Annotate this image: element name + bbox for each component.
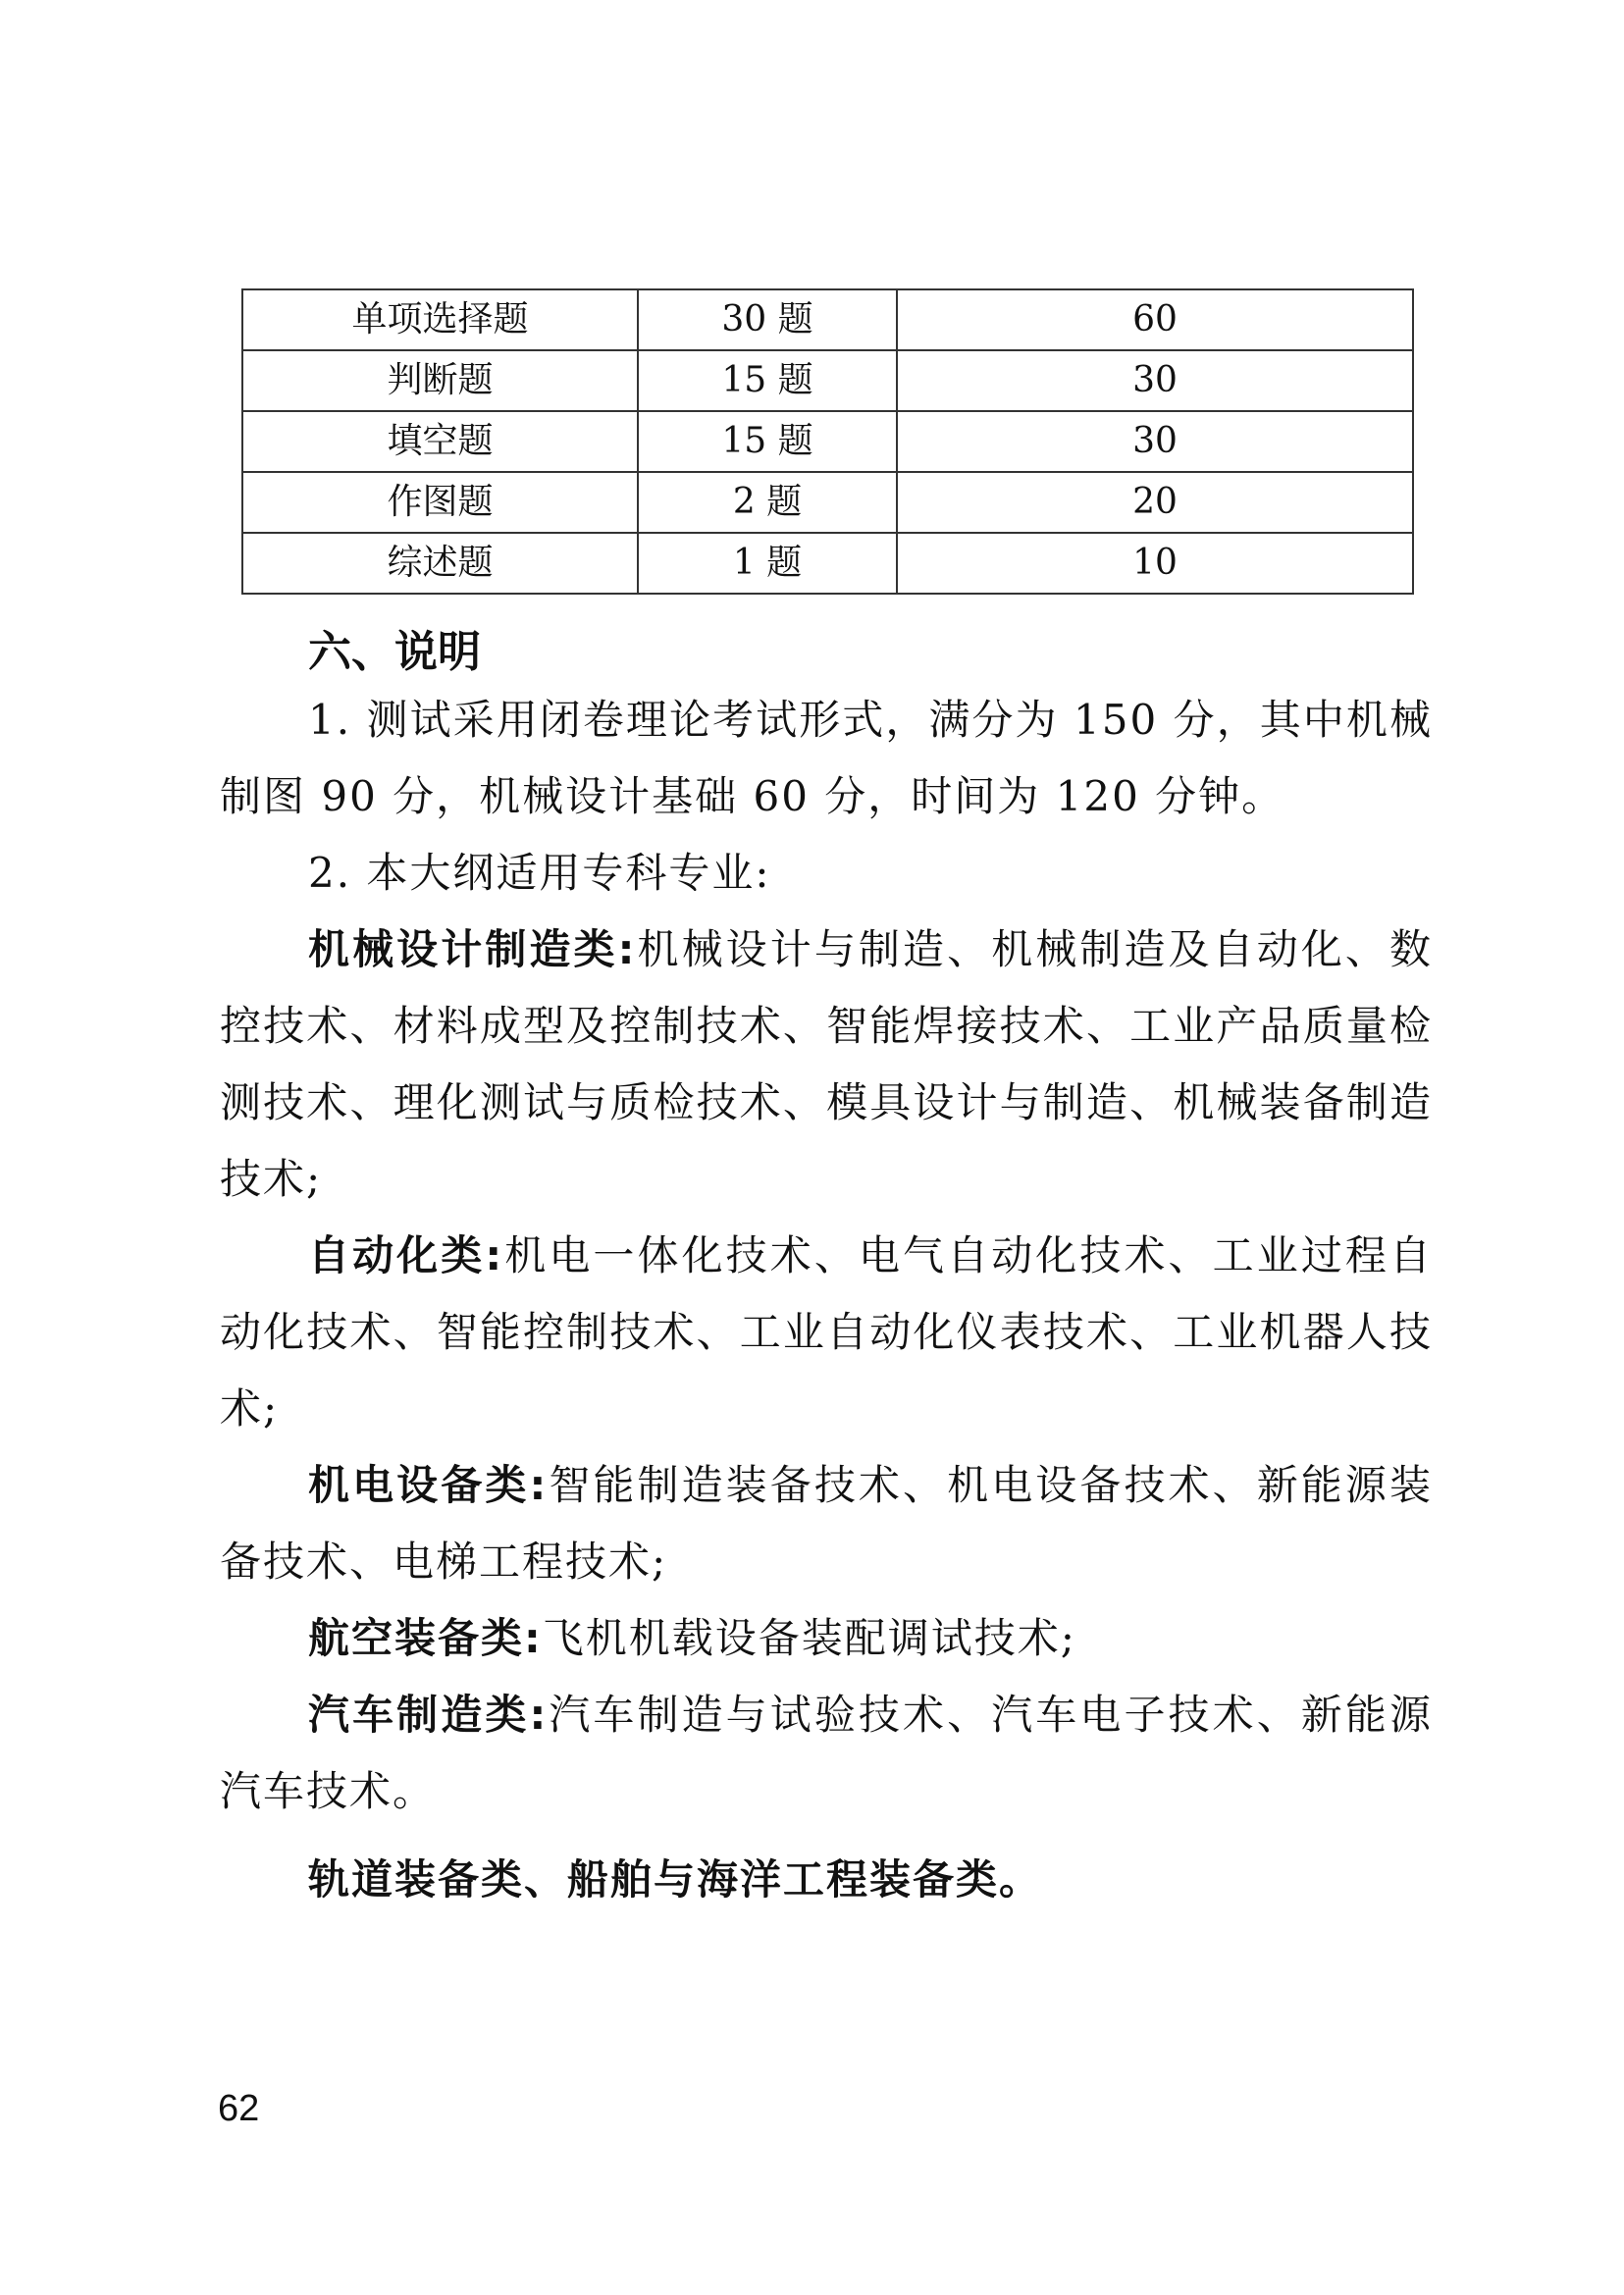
- category-paragraph: [220, 1677, 1433, 1830]
- score-cell: 60: [897, 289, 1413, 350]
- score-cell: 10: [897, 533, 1413, 594]
- question-type-cell: 判断题: [242, 350, 638, 411]
- exam-format-paragraph: 1. 测试采用闭卷理论考试形式，满分为 150 分，其中机械制图 90 分，机械设计基础 60 分，时间为 120 分钟。: [220, 696, 1433, 820]
- category-paragraph: [220, 1447, 1433, 1600]
- category-majors: 机械设计与制造、机械制造及自动化、数控技术、材料成型及控制技术、智能焊接技术、工业产品质量检测技术、理化测试与质检技术、模具设计与制造、机械装备制造技术;: [220, 925, 1433, 1203]
- score-cell: 20: [897, 472, 1413, 533]
- category-title: 机械设计制造类:: [308, 925, 637, 973]
- applicable-majors-intro: 2. 本大纲适用专科专业:: [308, 849, 771, 897]
- category-majors: 飞机机载设备装配调试技术;: [542, 1614, 1076, 1662]
- question-type-cell: 作图题: [242, 472, 638, 533]
- category-majors: 机电一体化技术、电气自动化技术、工业过程自动化技术、智能控制技术、工业自动化仪表技术、工业机器人技术;: [220, 1231, 1433, 1433]
- question-count-cell: 2 题: [638, 472, 897, 533]
- category-paragraph: [220, 1218, 1433, 1447]
- table-row: [242, 533, 1413, 594]
- page-number: 62: [218, 2088, 260, 2129]
- category-title: 机电设备类:: [308, 1461, 549, 1509]
- final-categories-line: 轨道装备类、船舶与海洋工程装备类。: [308, 1855, 1043, 1904]
- score-cell: 30: [897, 350, 1413, 411]
- question-type-cell: 填空题: [242, 411, 638, 472]
- category-title: 自动化类:: [308, 1231, 504, 1279]
- category-title: 航空装备类:: [308, 1614, 543, 1662]
- question-type-cell: 综述题: [242, 533, 638, 594]
- score-cell: 30: [897, 411, 1413, 472]
- table-row: [242, 350, 1413, 411]
- category-majors: 汽车制造与试验技术、汽车电子技术、新能源汽车技术。: [220, 1691, 1433, 1815]
- notes-body: [220, 682, 1433, 1918]
- category-majors: 智能制造装备技术、机电设备技术、新能源装备技术、电梯工程技术;: [220, 1461, 1433, 1586]
- question-count-cell: 15 题: [638, 350, 897, 411]
- question-count-cell: 15 题: [638, 411, 897, 472]
- table-row: [242, 289, 1413, 350]
- table-row: [242, 472, 1413, 533]
- section-heading: 六、说明: [308, 627, 481, 677]
- category-title: 汽车制造类:: [308, 1691, 549, 1739]
- category-paragraph: [220, 912, 1433, 1218]
- question-type-cell: 单项选择题: [242, 289, 638, 350]
- table-row: [242, 411, 1413, 472]
- question-count-cell: 30 题: [638, 289, 897, 350]
- score-table: [241, 288, 1414, 595]
- question-count-cell: 1 题: [638, 533, 897, 594]
- category-paragraph: [220, 1600, 1433, 1677]
